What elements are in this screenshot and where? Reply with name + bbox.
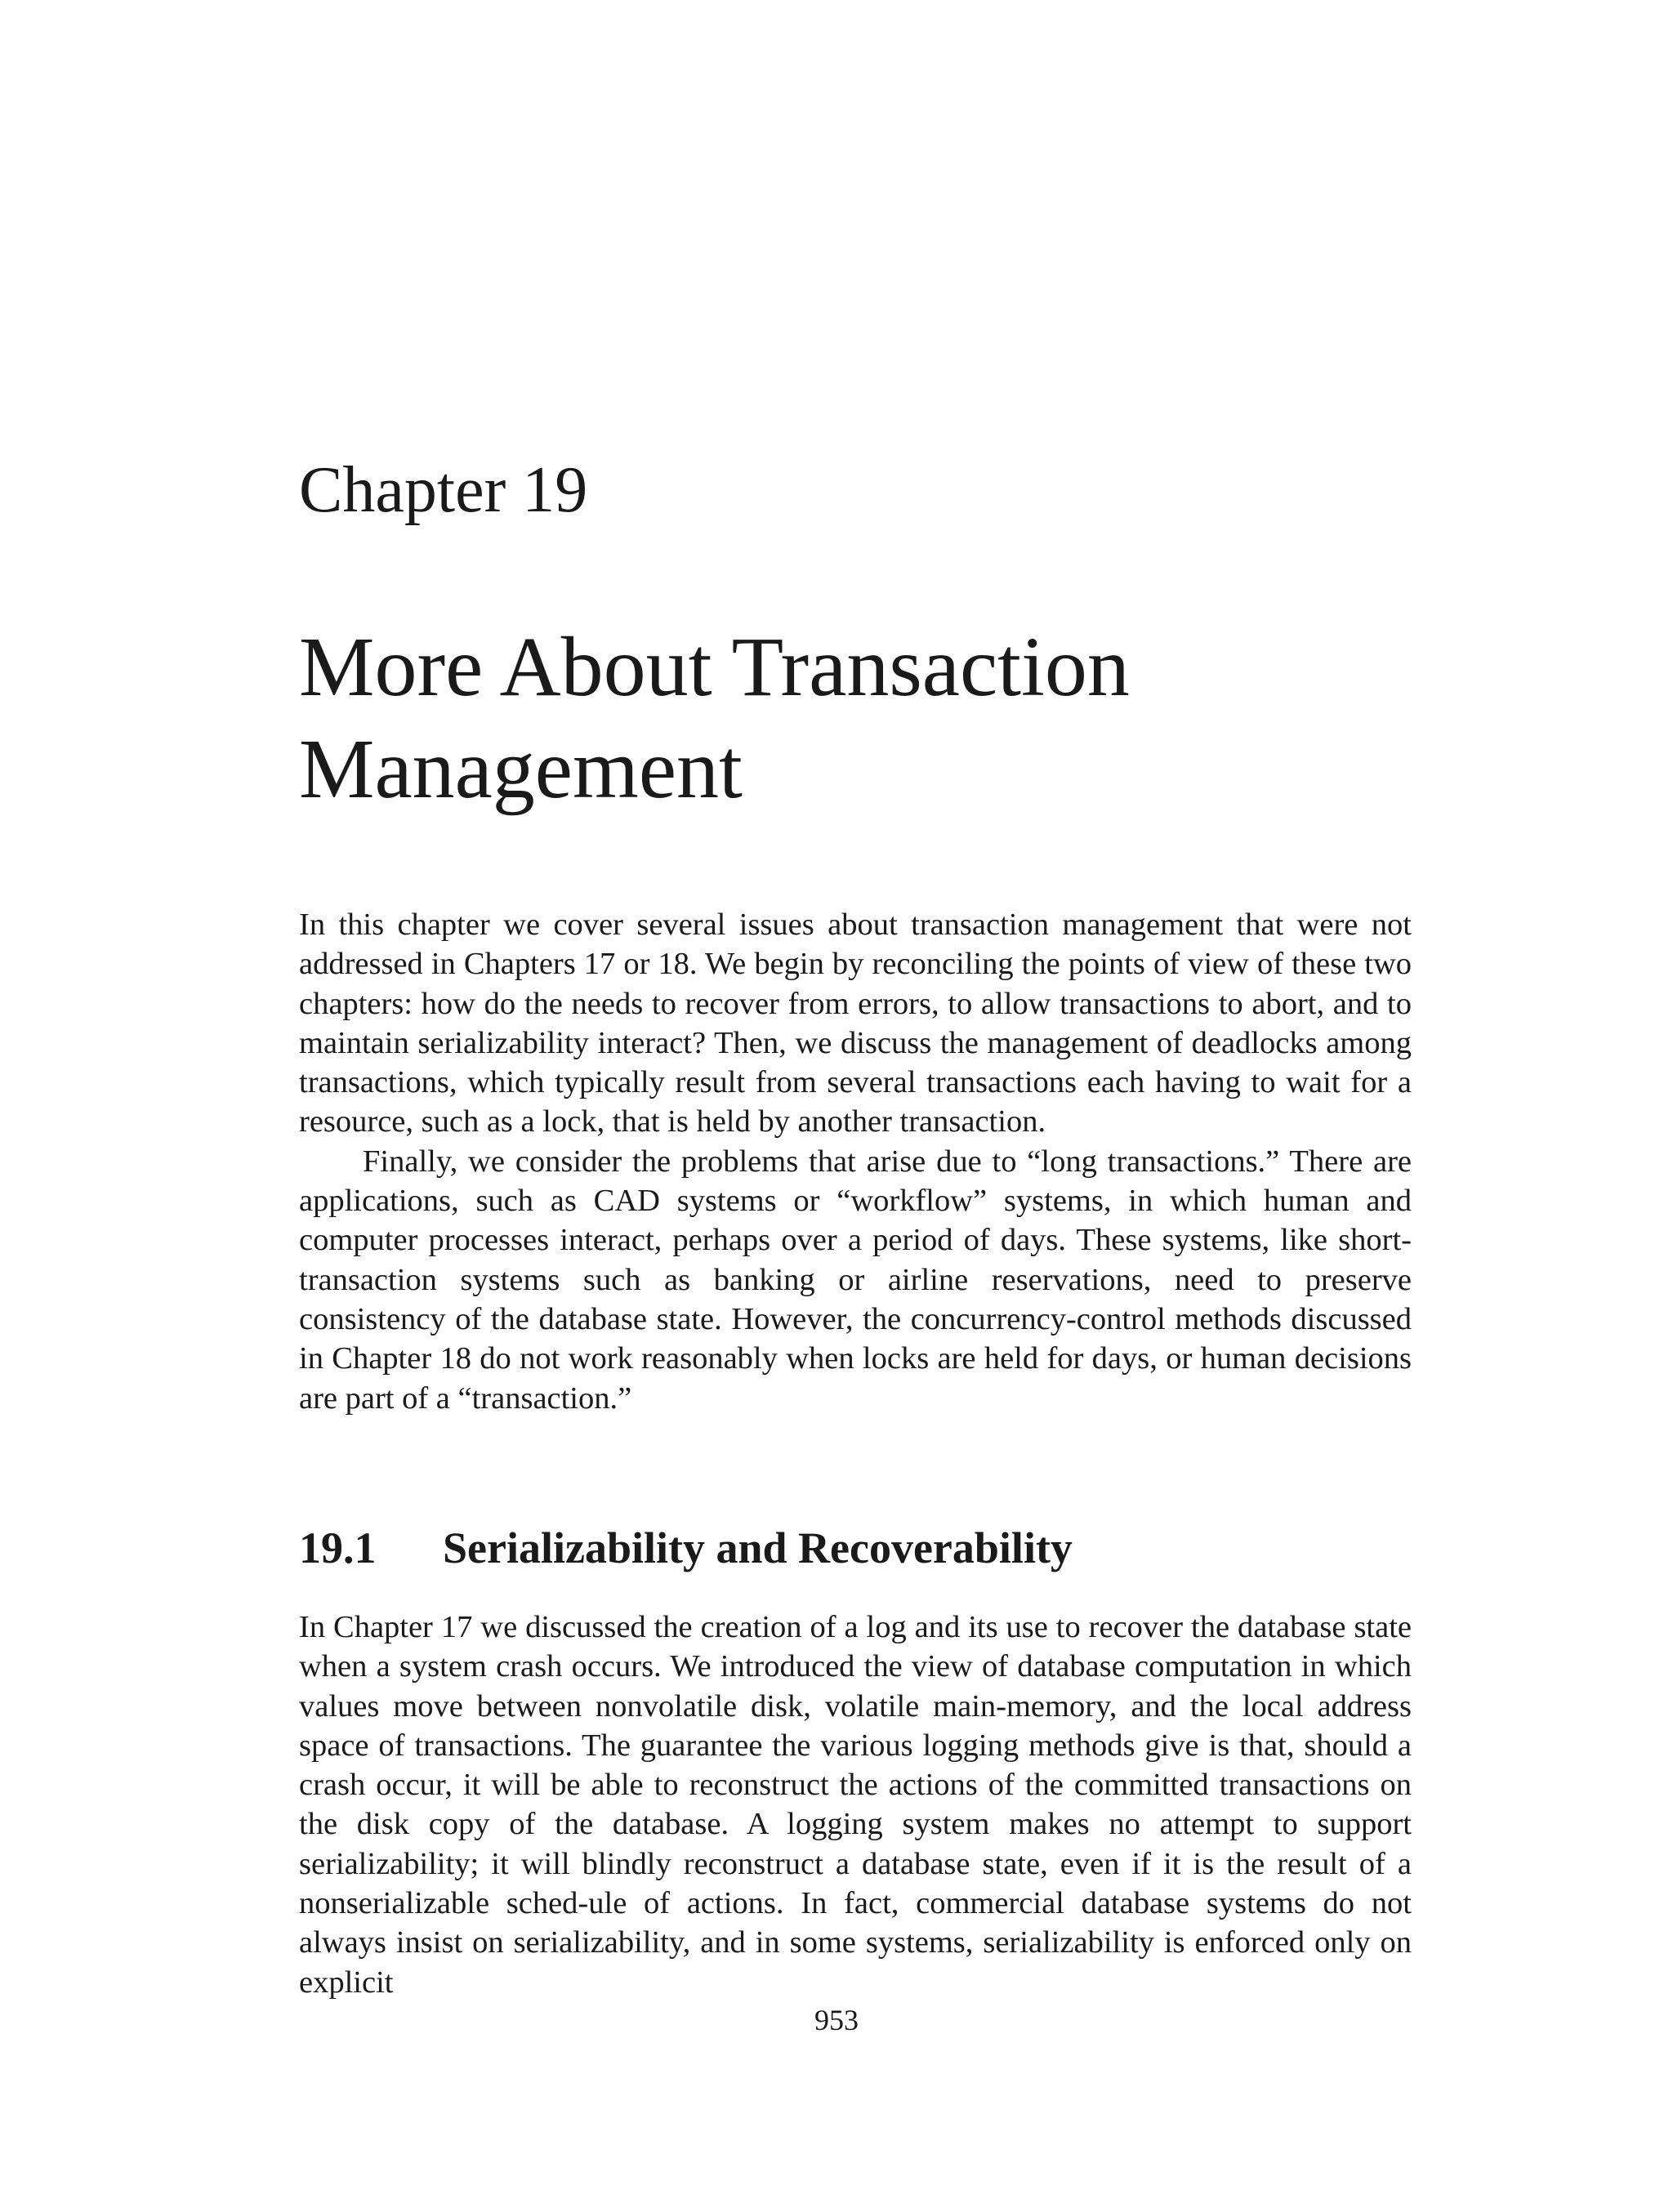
chapter-title-line-1: More About Transaction bbox=[299, 620, 1130, 714]
chapter-label: Chapter 19 bbox=[299, 454, 588, 526]
section-heading bbox=[299, 1523, 1073, 1572]
section-title: Serializability and Recoverability bbox=[443, 1523, 1073, 1572]
page-number: 953 bbox=[814, 2004, 859, 2036]
chapter-title bbox=[299, 617, 1130, 821]
section-body bbox=[299, 1608, 1412, 2002]
chapter-title-line-2: Management bbox=[299, 721, 743, 816]
section-paragraph: In Chapter 17 we discussed the creation of a log and its use to recover the database state when a system crash occurs. We introduced the view of database computation in which values move between nonvolatile disk, volatile main-memory, and the local address space of transactions. The guarantee the various logging methods give is that, should a crash occur, it will be able to reconstruct the actions of the committed transactions on the disk copy of the database. A logging system makes no attempt to support serializability; it will blindly reconstruct a database state, even if it is the result of a nonserializable sched-ule of actions. In fact, commercial database systems do not always insist on serializability, and in some systems, serializability is enforced only on explicit bbox=[299, 1610, 1412, 2000]
section-number: 19.1 bbox=[299, 1523, 377, 1572]
intro-paragraph: In this chapter we cover several issues about transaction management that were not addressed in Chapters 17 or 18. We begin by reconciling the points of view of these two chapters: how do the needs to recover from errors, to allow transactions to abort, and to maintain serializability interact? Then, we discuss the management of deadlocks among transactions, which typically result from several transactions each having to wait for a resource, such as a lock, that is held by another transaction. bbox=[299, 908, 1412, 1139]
intro-paragraph: Finally, we consider the problems that arise due to “long transactions.” There are applications, such as CAD systems or “workflow” systems, in which human and computer processes interact, perhaps over a period of days. These systems, like short-transaction systems such as banking or airline reservations, need to preserve consistency of the database state. However, the concurrency-control methods discussed in Chapter 18 do not work reasonably when locks are held for days, or human decisions are part of a “transaction.” bbox=[299, 1144, 1412, 1416]
chapter-intro bbox=[299, 905, 1412, 1418]
